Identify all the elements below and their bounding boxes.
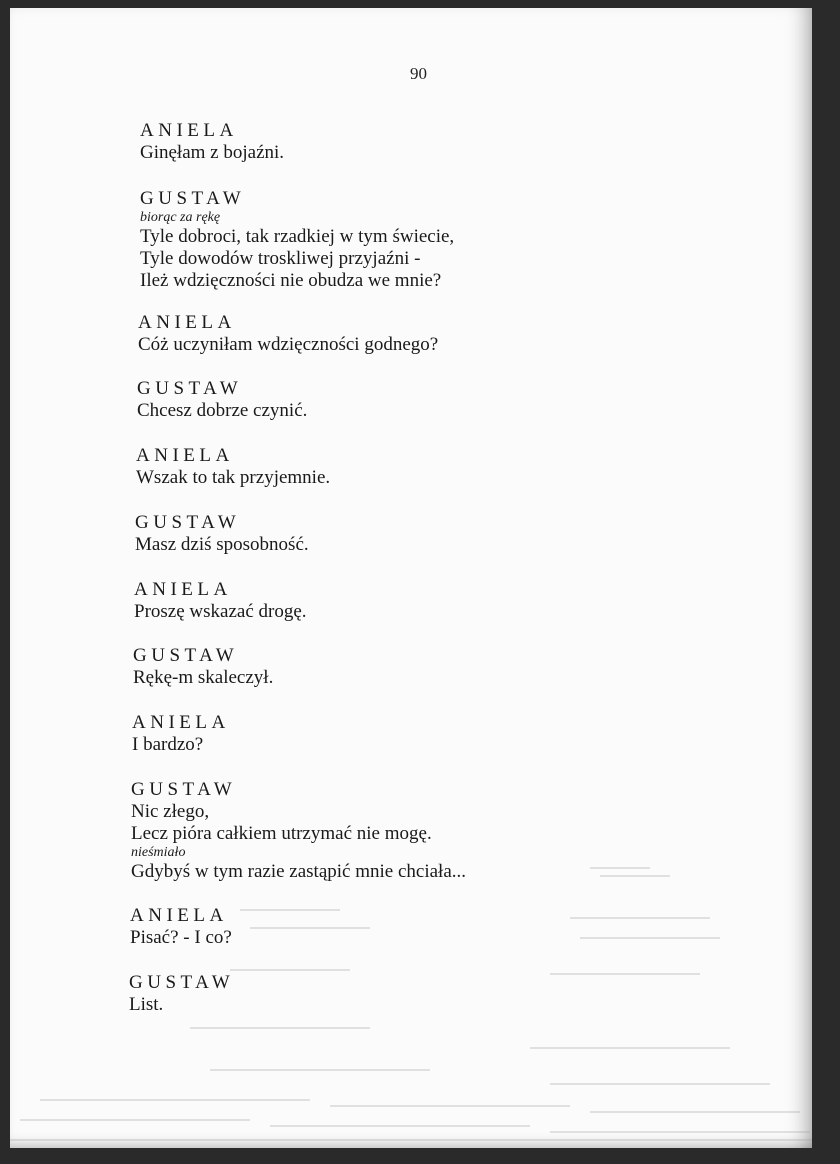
dialogue-line: Nic złego, bbox=[131, 801, 210, 822]
dialogue-line: Pisać? - I co? bbox=[130, 927, 232, 948]
dialogue-block bbox=[138, 312, 438, 356]
dialogue-block bbox=[136, 445, 330, 489]
dialogue-block bbox=[130, 905, 232, 949]
speaker-name: ANIELA bbox=[140, 120, 238, 141]
speaker-name: ANIELA bbox=[134, 579, 232, 600]
dialogue-block bbox=[135, 512, 309, 556]
dialogue-block bbox=[132, 712, 230, 756]
page-number: 90 bbox=[410, 64, 427, 83]
dialogue-block bbox=[140, 120, 284, 164]
dialogue-line: Gdybyś w tym razie zastąpić mnie chciała... bbox=[131, 861, 467, 882]
dialogue-line: Chcesz dobrze czynić. bbox=[137, 400, 308, 421]
dialogue-block bbox=[137, 378, 307, 422]
stage-direction: nieśmiało bbox=[131, 845, 186, 860]
dialogue-line: Masz dziś sposobność. bbox=[135, 534, 309, 555]
dialogue-line: Tyle dowodów troskliwej przyjaźni - bbox=[140, 248, 421, 269]
dialogue-line: I bardzo? bbox=[132, 734, 204, 755]
dialogue-block bbox=[140, 188, 454, 292]
speaker-name: GUSTAW bbox=[133, 645, 239, 666]
speaker-name: ANIELA bbox=[138, 312, 236, 333]
dialogue-line: Tyle dobroci, tak rzadkiej w tym świecie, bbox=[140, 226, 455, 247]
dialogue-line: List. bbox=[129, 994, 164, 1015]
speaker-name: GUSTAW bbox=[131, 779, 237, 800]
dialogue-line: Wszak to tak przyjemnie. bbox=[136, 467, 331, 488]
dialogue-block bbox=[134, 579, 307, 623]
speaker-name: GUSTAW bbox=[135, 512, 241, 533]
scanned-page bbox=[10, 8, 812, 1148]
dialogue-line: Proszę wskazać drogę. bbox=[134, 601, 307, 622]
dialogue-block bbox=[129, 972, 234, 1016]
dialogue-line: Ginęłam z bojaźni. bbox=[140, 142, 285, 163]
stage-direction: biorąc za rękę bbox=[140, 210, 221, 225]
speaker-name: GUSTAW bbox=[129, 972, 235, 993]
speaker-name: GUSTAW bbox=[137, 378, 243, 399]
speaker-name: ANIELA bbox=[132, 712, 230, 733]
dialogue-block bbox=[133, 645, 273, 689]
dialogue-block bbox=[131, 779, 466, 883]
dialogue-line: Cóż uczyniłam wdzięczności godnego? bbox=[138, 334, 439, 355]
dialogue-line: Rękę-m skaleczył. bbox=[133, 667, 274, 688]
dialogue-line: Lecz pióra całkiem utrzymać nie mogę. bbox=[131, 823, 432, 844]
dialogue-line: Ileż wdzięczności nie obudza we mnie? bbox=[140, 270, 442, 291]
speaker-name: ANIELA bbox=[130, 905, 228, 926]
speaker-name: GUSTAW bbox=[140, 188, 246, 209]
speaker-name: ANIELA bbox=[136, 445, 234, 466]
